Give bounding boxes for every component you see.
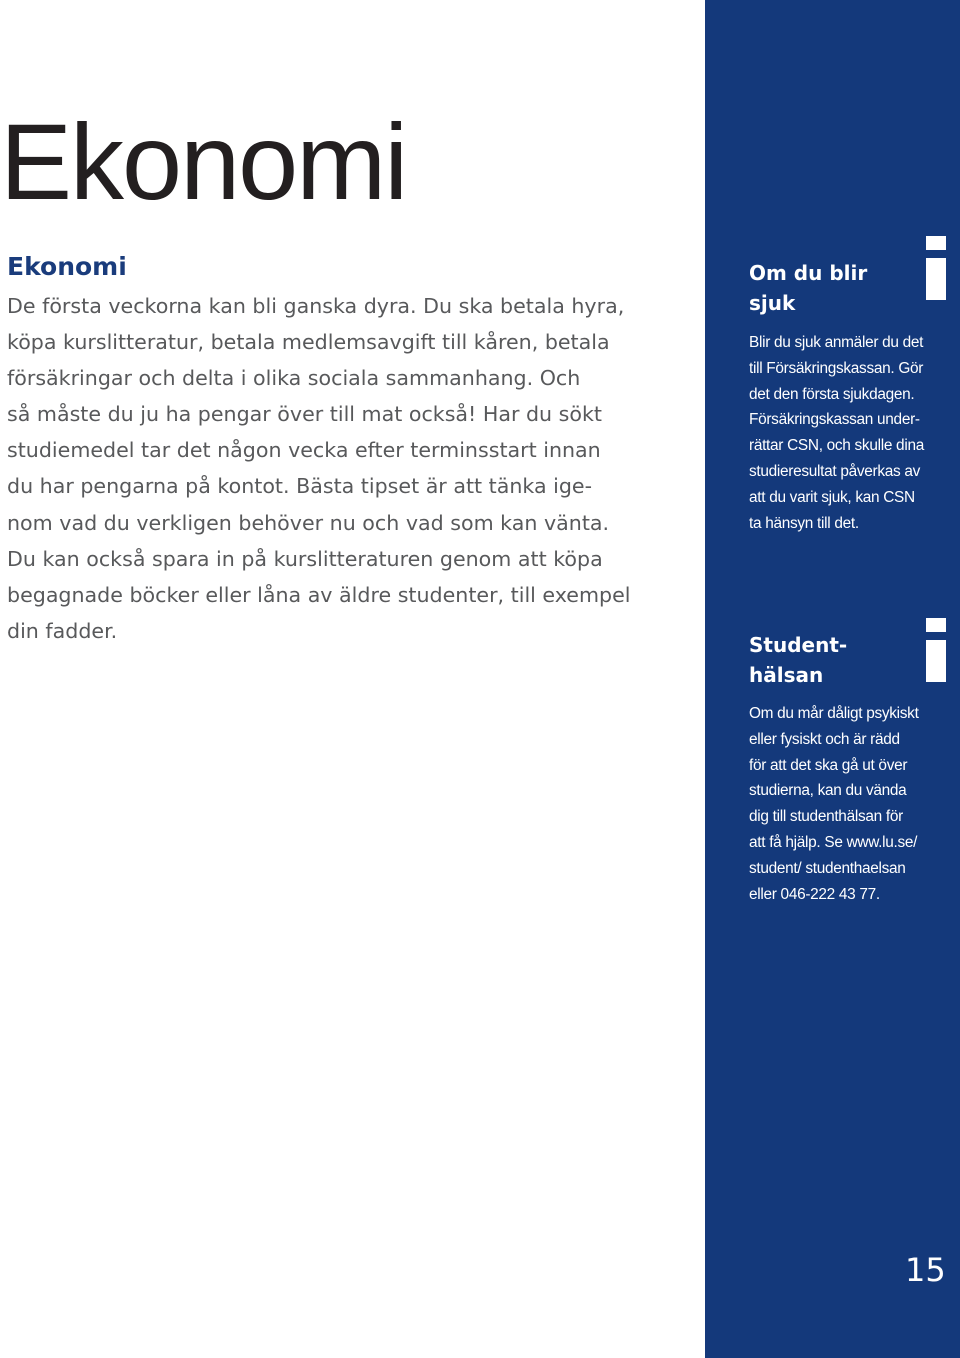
sidebar	[705, 0, 960, 1358]
sick-info-text	[749, 330, 924, 536]
body-line: begagnade böcker eller låna av äldre studenter, till exempel	[7, 582, 631, 607]
body-line: så måste du ju ha pengar över till mat också! Har du sökt	[7, 402, 602, 427]
text-line: Försäkringskassan under-	[749, 411, 920, 429]
body-line: du har pengarna på kontot. Bästa tipset är att tänka ige-	[7, 474, 593, 499]
heading-line: sjuk	[749, 291, 796, 315]
heading-line: Om du blir	[749, 261, 868, 285]
sick-info-heading	[749, 258, 867, 318]
text-line: eller fysiskt och är rädd	[749, 730, 900, 748]
body-line: din fadder.	[7, 618, 118, 643]
text-line: ta hänsyn till det.	[749, 514, 859, 532]
body-paragraph	[7, 288, 667, 649]
body-line: köpa kurslitteratur, betala medlemsavgift till kåren, betala	[7, 330, 610, 355]
text-line: det den första sjukdagen.	[749, 385, 915, 403]
text-line: studierna, kan du vända	[749, 782, 907, 800]
body-line: Du kan också spara in på kurslitteraturen genom att köpa	[7, 546, 603, 571]
text-line: Blir du sjuk anmäler du det	[749, 334, 924, 351]
body-line: nom vad du verkligen behöver nu och vad som kan vänta.	[7, 510, 610, 535]
page-title: Ekonomi	[0, 101, 407, 222]
text-line: rättar CSN, och skulle dina	[749, 437, 924, 455]
section-heading: Ekonomi	[7, 252, 127, 281]
page-number: 15	[905, 1251, 946, 1289]
text-line: studieresultat påverkas av	[749, 462, 920, 480]
text-line: dig till studenthälsan för	[749, 808, 903, 826]
body-line: försäkringar och delta i olika sociala sammanhang. Och	[7, 366, 581, 391]
student-health-heading	[749, 630, 847, 690]
text-line: till Försäkringskassan. Gör	[749, 359, 924, 377]
text-line: Om du mår dåligt psykiskt	[749, 705, 919, 722]
heading-line: hälsan	[749, 663, 824, 687]
text-line: att få hjälp. Se www.lu.se/	[749, 833, 918, 851]
text-line: student/ studenthaelsan	[749, 859, 906, 877]
student-health-text	[749, 701, 919, 907]
text-line: för att det ska gå ut över	[749, 756, 908, 774]
body-line: studiemedel tar det någon vecka efter terminsstart innan	[7, 438, 601, 463]
text-line: att du varit sjuk, kan CSN	[749, 488, 915, 506]
heading-line: Student-	[749, 633, 848, 657]
body-line: De första veckorna kan bli ganska dyra. Du ska betala hyra,	[7, 294, 625, 318]
text-line: eller 046-222 43 77.	[749, 885, 880, 903]
